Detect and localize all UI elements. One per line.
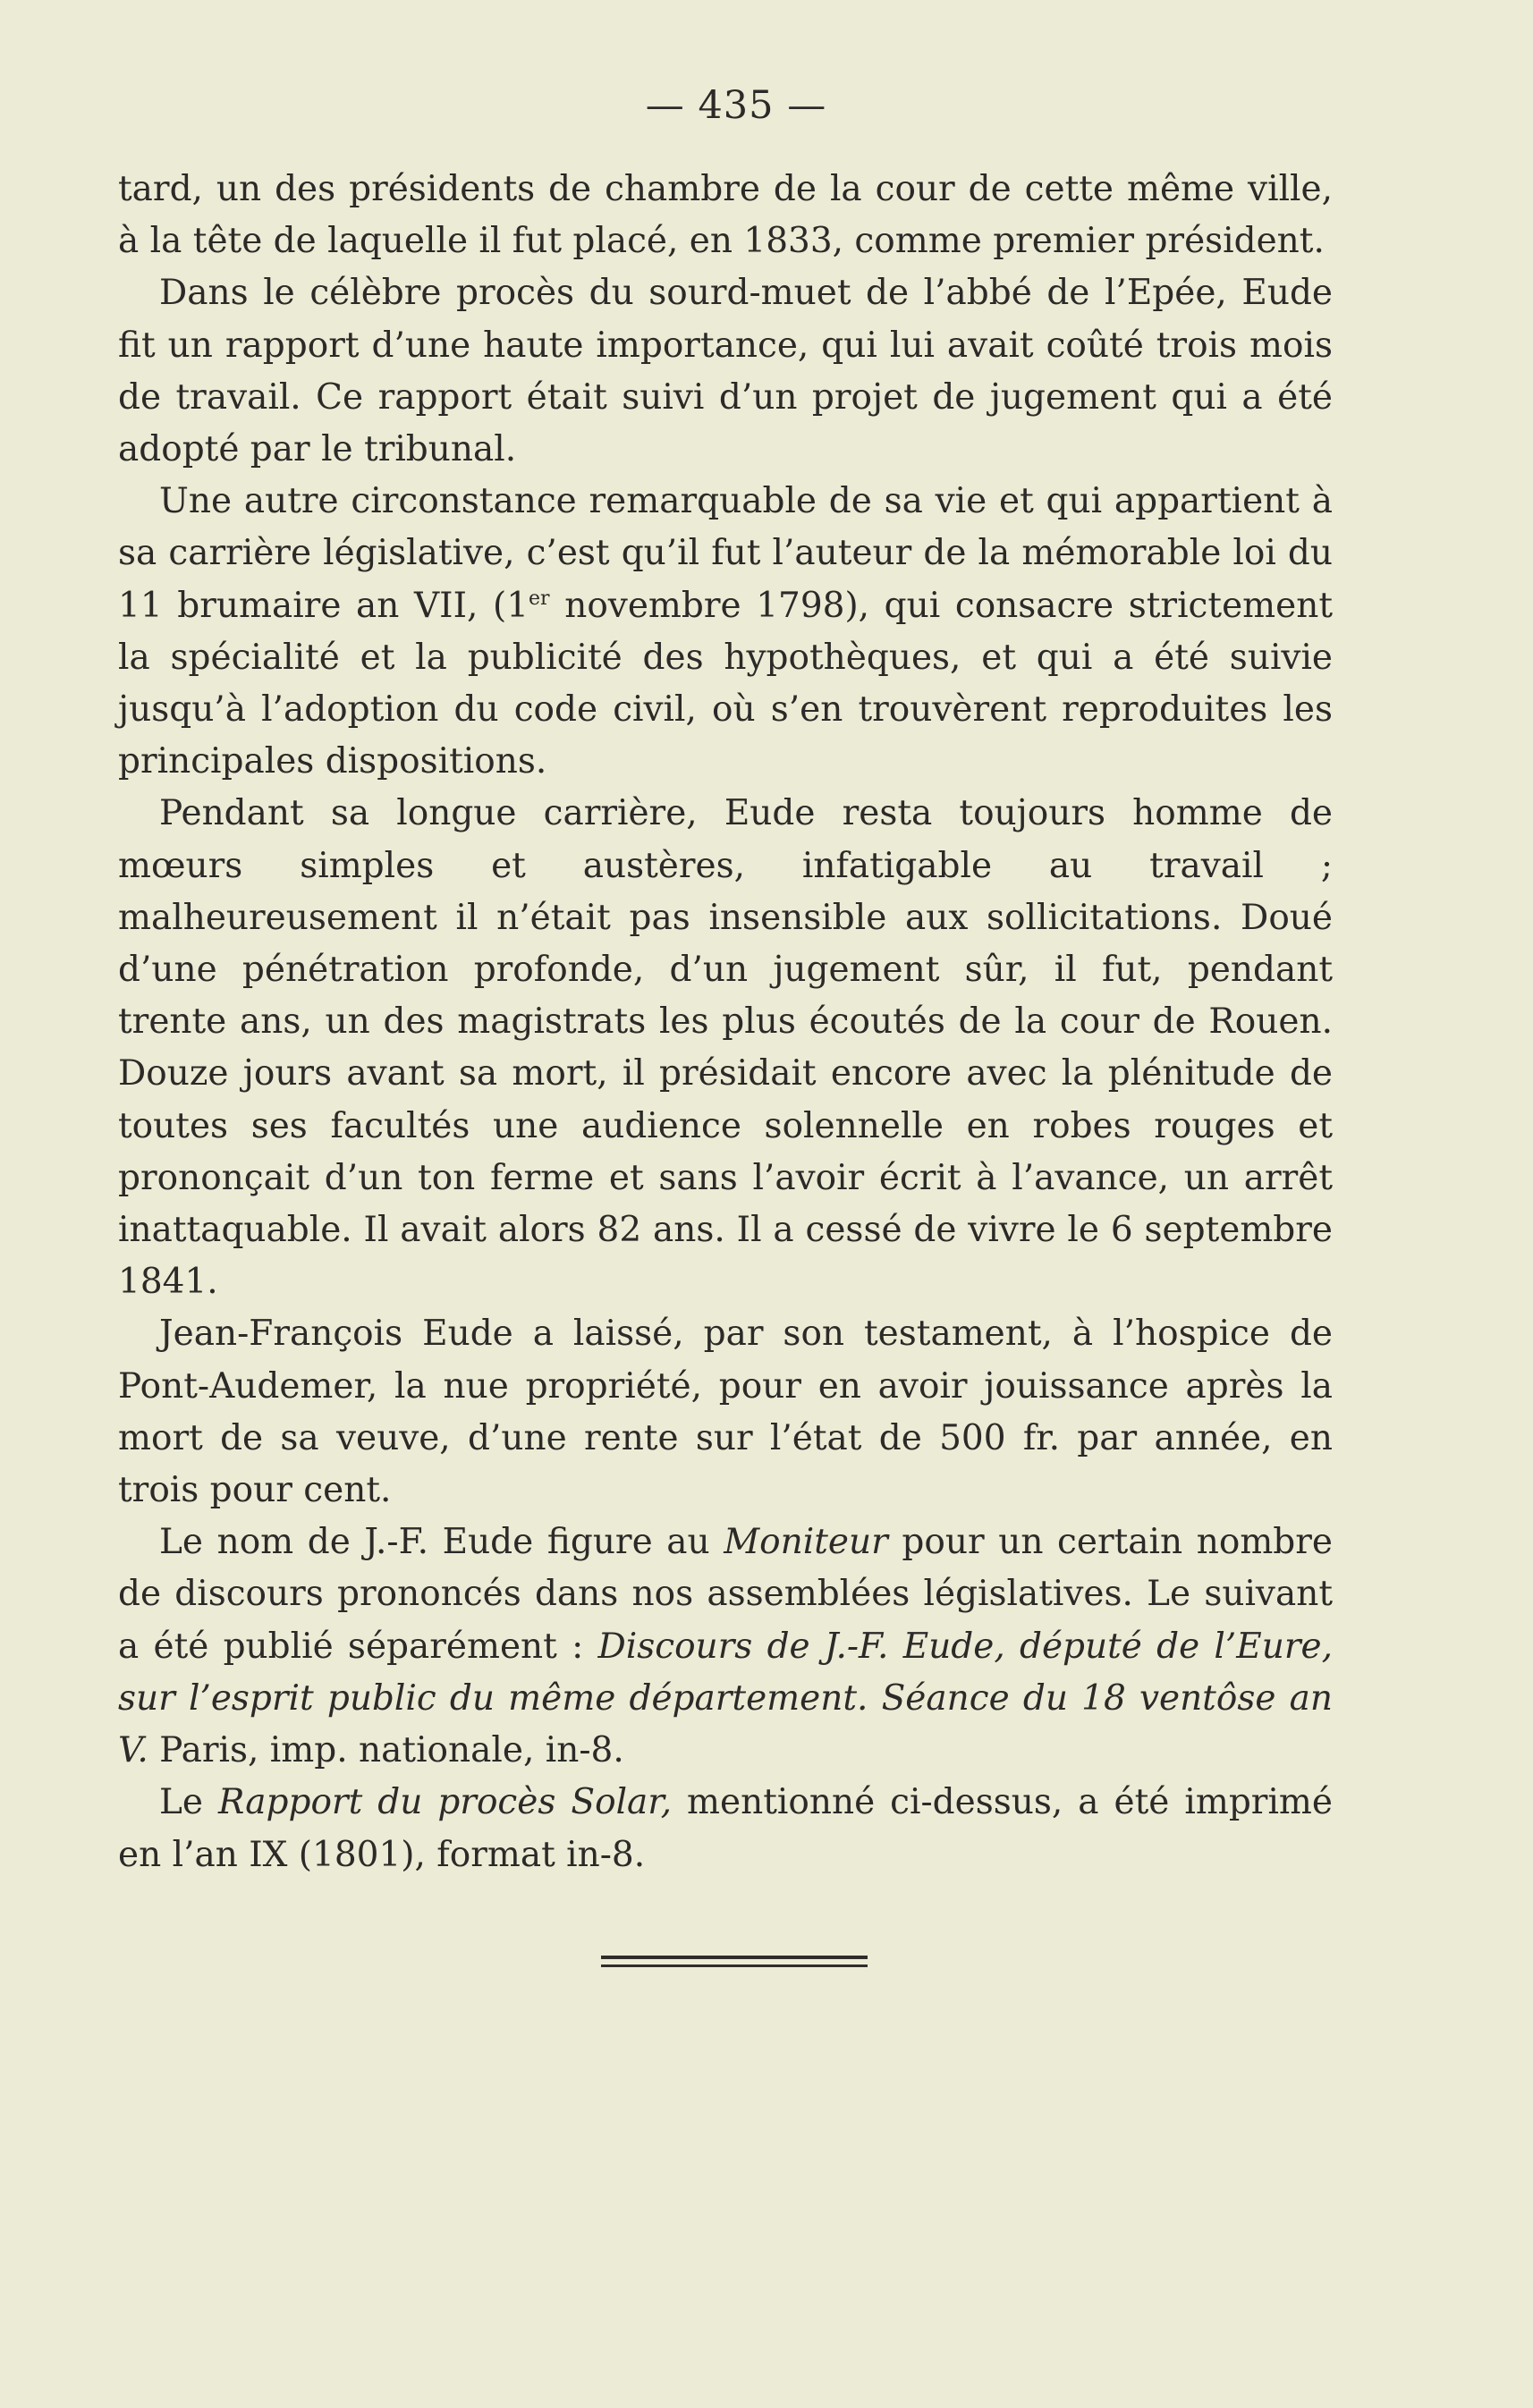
end-rule-bottom [601, 1964, 868, 1967]
paragraph-7-text-b: mentionné ci-dessus, a été imprimé en l’an IX (1801), format in-8. [118, 1782, 1333, 1875]
paragraph-7 [118, 1777, 1333, 1880]
paragraph-3 [118, 476, 1333, 788]
paragraph-6-text-c: Paris, imp. nationale, in-8. [148, 1730, 624, 1771]
paragraph-6 [118, 1517, 1333, 1777]
paragraph-2: Dans le célèbre procès du sourd-muet de l’abbé de l’Epée, Eude fit un rapport d’une haute importance, qui lui avait coûté trois mois de travail. Ce rapport était suivi d’un projet de jugement qui a été adopté par le tribunal. [118, 273, 1333, 470]
paragraph-1: tard, un des présidents de chambre de la cour de cette même ville, à la tête de laquelle il fut placé, en 1833, comme premier président. [118, 169, 1333, 262]
paragraph-3-text-a: Une autre circonstance remarquable de sa vie et qui appartient à sa carrière législative, c’est qu’il fut l’auteur de la mémorable loi du 11 brumaire an VII, (1 [118, 481, 1333, 626]
paragraph-6-text-b: pour un certain nombre de discours prononcés dans nos assemblées législatives. Le suivant a été publié séparément : [118, 1522, 1333, 1667]
paragraph-6-text-a: Le nom de J.-F. Eude figure au [159, 1522, 724, 1563]
ordinal-superscript: er [529, 587, 550, 610]
paragraph-3-text-b: novembre 1798), qui consacre strictement la spécialité et la publicité des hypothèques, et qui a été suivie jusqu’à l’adoption du code civil, où s’en trouvèrent reproduites les principales dispositions. [118, 585, 1333, 782]
body-text [118, 164, 1333, 1881]
paragraph-7-text-a: Le [159, 1782, 218, 1823]
rapport-title: Rapport du procès Solar, [218, 1782, 673, 1823]
paragraph-5: Jean-François Eude a laissé, par son testament, à l’hospice de Pont-Audemer, la nue propriété, pour en avoir jouissance après la mort de sa veuve, d’une rente sur l’état de 500 fr. par année, en trois pour cent. [118, 1314, 1333, 1511]
end-rule-top [601, 1956, 868, 1959]
paragraph-4: Pendant sa longue carrière, Eude resta toujours homme de mœurs simples et austères, infatigable au travail ; malheureusement il n’était pas insensible aux sollicitations. Doué d’une pénétration profonde, d’un jugement sûr, il fut, pendant trente ans, un des magistrats les plus écoutés de la cour de Rouen. Douze jours avant sa mort, il présidait encore avec la plénitude de toutes ses facultés une audience solennelle en robes rouges et prononçait d’un ton ferme et sans l’avoir écrit à l’avance, un arrêt inattaquable. Il avait alors 82 ans. Il a cessé de vivre le 6 septembre 1841. [118, 793, 1333, 1303]
moniteur-title: Moniteur [724, 1522, 888, 1563]
page-number: — 435 — [645, 83, 827, 128]
discours-title: Discours de J.-F. Eude, député de l’Eure, sur l’esprit public du même département. Séance du 18 ventôse an V. [118, 1626, 1333, 1771]
